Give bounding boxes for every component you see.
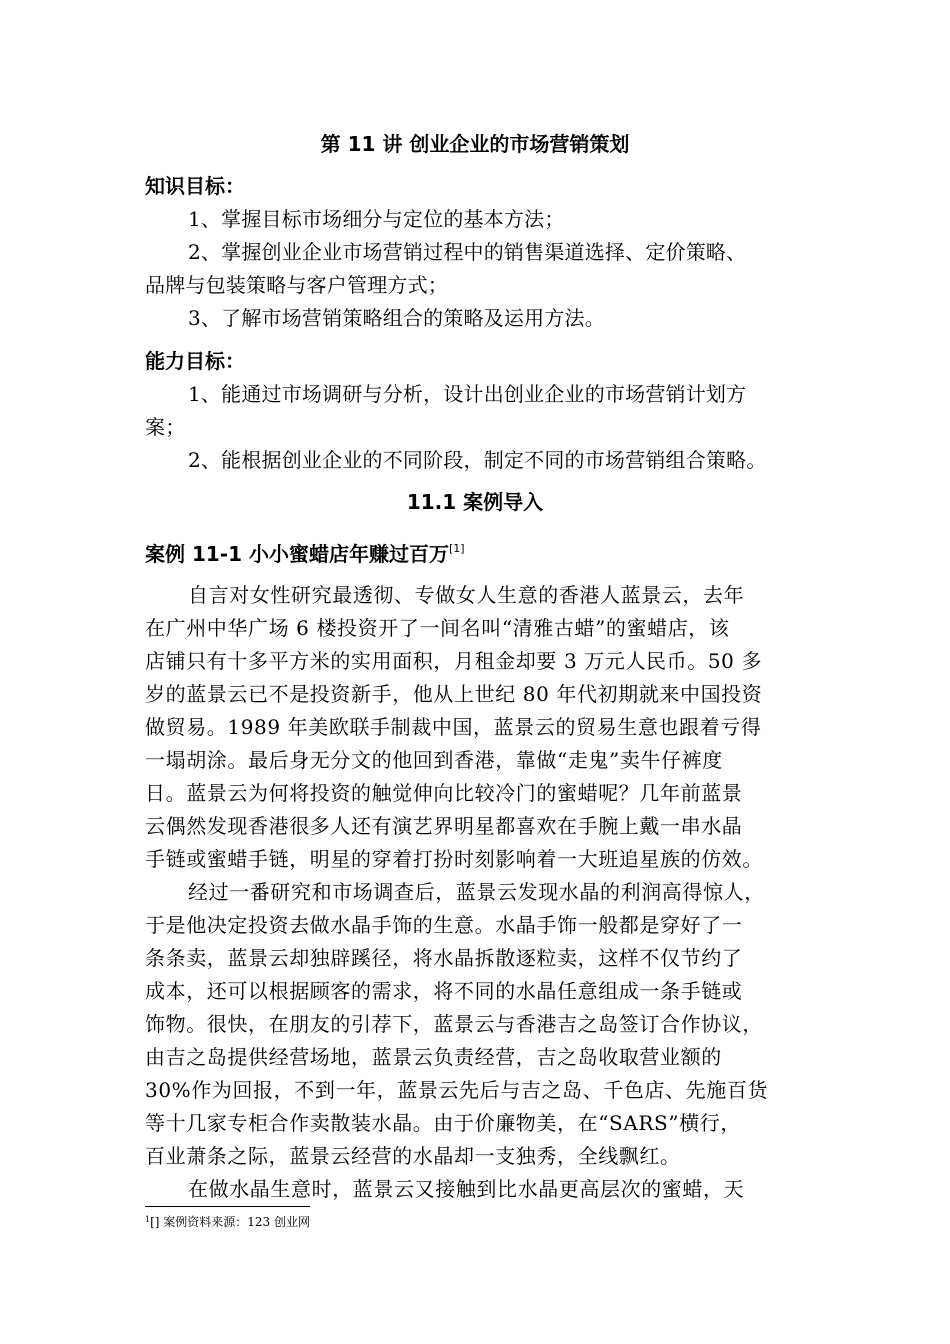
page-title: 第 11 讲 创业企业的市场营销策划 [320, 132, 630, 156]
case-body-line: 在广州中华广场 6 楼投资开了一间名叫“清雅古蜡”的蜜蜡店，该 [145, 616, 730, 640]
case-body-line: 30%作为回报，不到一年，蓝景云先后与吉之岛、千色店、先施百货 [145, 1078, 769, 1102]
case-body-line: 条条卖，蓝景云却独辟蹊径，将水晶拆散逐粒卖，这样不仅节约了 [145, 946, 743, 970]
case-body-line: 一塌胡涂。最后身无分文的他回到香港，靠做“走鬼”卖牛仔裤度 [145, 748, 723, 772]
case-body-line: 岁的蓝景云已不是投资新手，他从上世纪 80 年代初期就来中国投资 [145, 682, 763, 706]
case-body-line: 饰物。很快，在朋友的引荐下，蓝景云与香港吉之岛签订合作协议， [145, 1012, 763, 1036]
case-body-line: 成本，还可以根据顾客的需求，将不同的水晶任意组成一条手链或 [145, 979, 743, 1003]
ability-heading: 能力目标： [145, 349, 245, 373]
case-body-line: 做贸易。1989 年美欧联手制裁中国，蓝景云的贸易生意也跟着亏得 [145, 715, 762, 739]
ability-line-3: 2、能根据创业企业的不同阶段，制定不同的市场营销组合策略。 [188, 448, 767, 472]
knowledge-line-3: 品牌与包装策略与客户管理方式； [145, 273, 448, 297]
case-body-line: 云偶然发现香港很多人还有演艺界明星都喜欢在手腕上戴一串水晶 [145, 814, 743, 838]
case-body-line: 经过一番研究和市场调查后，蓝景云发现水晶的利润高得惊人， [188, 880, 765, 904]
case-body-line: 于是他决定投资去做水晶手饰的生意。水晶手饰一般都是穿好了一 [145, 913, 743, 937]
footnote [145, 1213, 310, 1230]
footnote-reference: [1] [448, 542, 465, 555]
knowledge-line-2: 2、掌握创业企业市场营销过程中的销售渠道选择、定价策略、 [188, 240, 747, 264]
case-body-line: 在做水晶生意时，蓝景云又接触到比水晶更高层次的蜜蜡，天 [188, 1177, 745, 1201]
knowledge-heading: 知识目标： [145, 174, 245, 198]
case-body-line: 日。蓝景云为何将投资的触觉伸向比较冷门的蜜蜡呢？几年前蓝景 [145, 781, 743, 805]
case-body-line: 由吉之岛提供经营场地，蓝景云负责经营，吉之岛收取营业额的 [145, 1045, 722, 1069]
footnote-text: [] 案例资料来源：123 创业网 [150, 1215, 310, 1229]
case-body-line: 自言对女性研究最透彻、专做女人生意的香港人蓝景云，去年 [188, 583, 745, 607]
case-body-line: 手链或蜜蜡手链，明星的穿着打扮时刻影响着一大班追星族的仿效。 [145, 847, 763, 871]
case-body-line: 等十几家专柜合作卖散装水晶。由于价廉物美，在“SARS”横行， [145, 1111, 741, 1135]
case-body-line: 百业萧条之际，蓝景云经营的水晶却一支独秀，全线飘红。 [145, 1144, 681, 1168]
case-title-text: 案例 11-1 小小蜜蜡店年赚过百万 [145, 542, 449, 566]
ability-line-2: 案； [145, 415, 186, 439]
ability-line-1: 1、能通过市场调研与分析，设计出创业企业的市场营销计划方 [188, 382, 747, 406]
case-title [145, 538, 465, 567]
knowledge-line-1: 1、掌握目标市场细分与定位的基本方法； [188, 207, 565, 231]
knowledge-line-4: 3、了解市场营销策略组合的策略及运用方法。 [188, 306, 605, 330]
case-body-line: 店铺只有十多平方米的实用面积，月租金却要 3 万元人民币。50 多 [145, 649, 763, 673]
footnote-divider [145, 1206, 310, 1207]
footnote-mark: 1 [145, 1215, 151, 1224]
section-title: 11.1 案例导入 [406, 490, 544, 514]
